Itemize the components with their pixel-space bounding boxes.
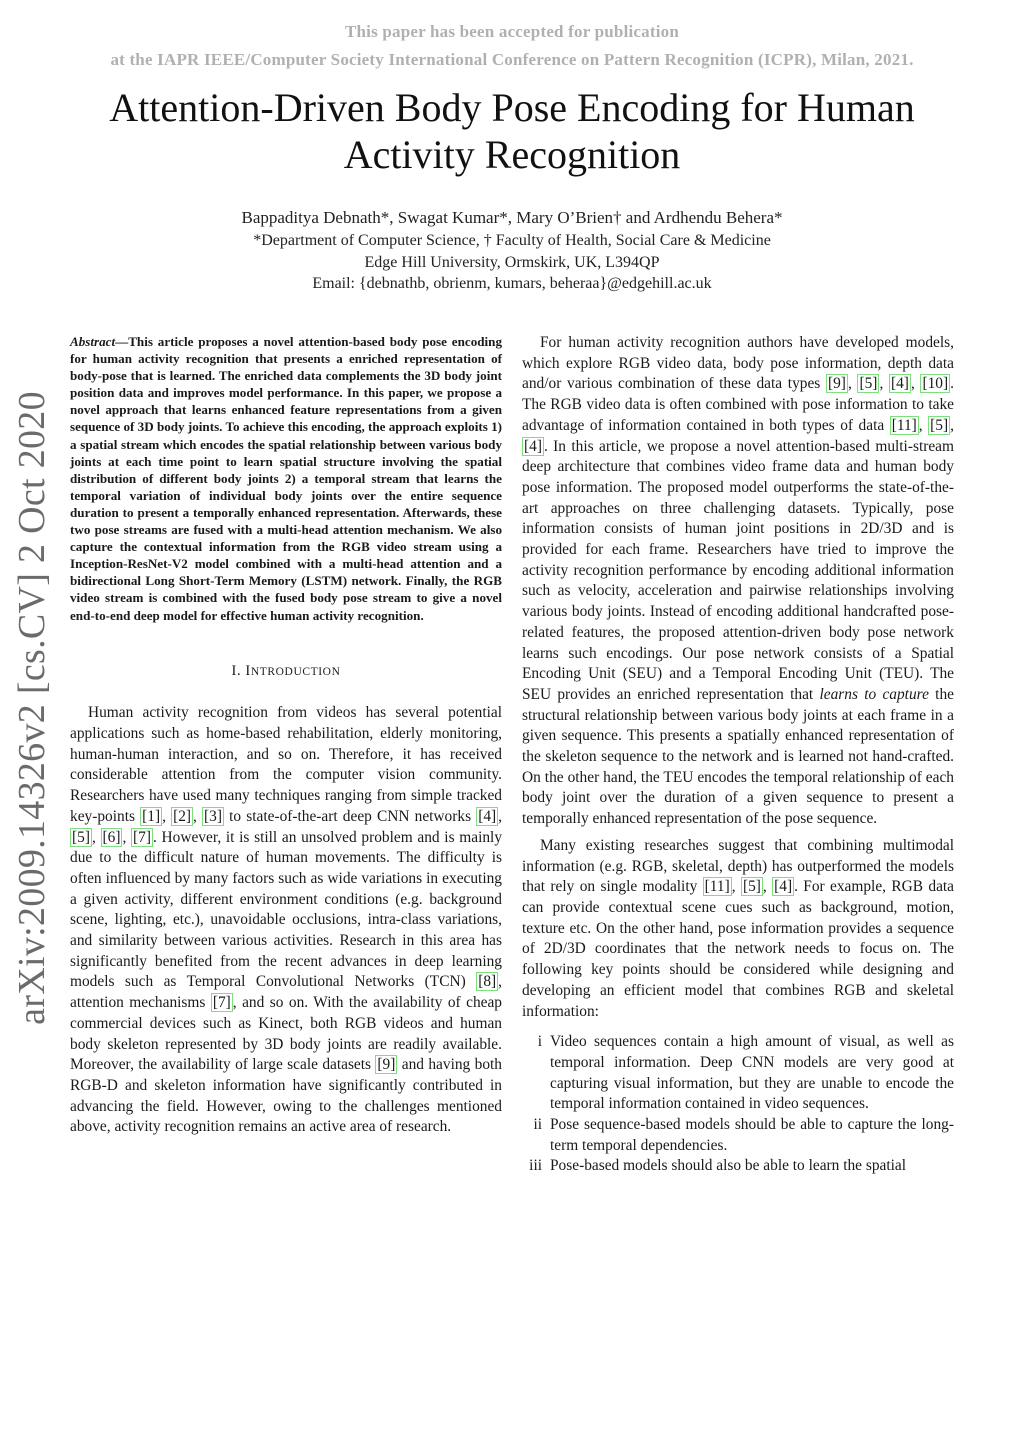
author-list: Bappaditya Debnath*, Swagat Kumar*, Mary O’Brien† and Ardhendu Behera* bbox=[241, 208, 783, 227]
address: Edge Hill University, Ormskirk, UK, L394QP bbox=[364, 254, 660, 271]
abstract-label: Abstract bbox=[70, 334, 116, 349]
intro-paragraph-1: Human activity recognition from videos has several potential applications such as home-based rehabilitation, elderly monitoring, human-human interaction, and so on. Therefore, it has received considerable attention from the computer vision community. Researchers have used many techniques ranging from simple tracked key-points [1] , [2] , [3] to state-of-the-art deep CNN networks [4] , [5] , [6] , [7] . However, it is still an unsolved problem and is mainly due to the difficult nature of human movements. The difficulty is often influenced by many factors such as wide variations in executing a given activity, different environment conditions (e.g. background scene, lighting, etc.), unavoidable occlusions, intra-class variations, and similarity between various activities. Research in this area has significantly benefited from the recent advances in deep learning models such as Temporal Convolutional Networks (TCN) [8] , attention mechanisms [7] , and so on. With the availability of cheap commercial devices such as Kinect, both RGB videos and human body skeleton represented by 3D body joints are readily available. Moreover, the availability of large scale datasets [9] and having both RGB-D and skeleton information have significantly contributed in advancing the field. However, owing to the challenges mentioned above, activity recognition remains an active area of research. bbox=[70, 704, 503, 1136]
citation-link[interactable]: [5] bbox=[930, 416, 949, 434]
citation-link[interactable]: [6] bbox=[102, 828, 121, 846]
affiliation: *Department of Computer Science, † Faculty of Health, Social Care & Medicine bbox=[253, 232, 771, 249]
abstract-text: —This article proposes a novel attention-based body pose encoding for human activity recognition that presents a enriched representation of body-pose that is learned. The enriched data complements the 3D body joint position data and improves model performance. In this paper, we propose a novel approach that learns enhanced feature representations from a given sequence of 3D body joints. To achieve this encoding, the approach exploits 1) a spatial stream which encodes the spatial relationship between various body joints at each time point to learn spatial structure involving the spatial distribution of different body joints 2) a temporal stream that learns the temporal variation of individual body joints over the entire sequence duration to present a temporally enhanced representation. Afterwards, these two pose streams are fused with a multi-head attention mechanism. We also capture the contextual information from the RGB video stream using a Inception-ResNet-V2 model combined with a multi-head attention and a bidirectional Long Short-Term Memory (LSTM) network. Finally, the RGB video stream is combined with the fused body pose stream to give a novel end-to-end deep model for effective human activity recognition. bbox=[70, 334, 502, 623]
intro-paragraph-3: Many existing researches suggest that combining multimodal information (e.g. RGB, skeletal, depth) has outperformed the models that rely on single modality [11] , [5] , [4] . For example, RGB data can provide contextual scene cues such as background, motion, texture etc. On the other hand, pose information provides a sequence of 2D/3D coordinates that the network needs to focus on. The following key points should be considered while designing and developing an efficient model that combines RGB and skeletal information: bbox=[522, 836, 955, 1020]
citation-link[interactable]: [4] bbox=[524, 437, 542, 455]
citation-link[interactable]: [2] bbox=[173, 807, 192, 825]
citation-link[interactable]: [4] bbox=[890, 375, 909, 393]
citation-link[interactable]: [9] bbox=[377, 1056, 396, 1074]
citation-link[interactable]: [8] bbox=[478, 973, 497, 991]
list-item: ii Pose sequence-based models should be able to capture the long-term temporal dependencies. bbox=[533, 1116, 954, 1154]
citation-link[interactable]: [5] bbox=[72, 828, 90, 846]
publication-notice-line-2: at the IAPR IEEE/Computer Society International Conference on Pattern Recognition (ICPR), Milan, 2021. bbox=[110, 50, 914, 69]
citation-link[interactable]: [5] bbox=[742, 878, 761, 896]
key-points-list bbox=[522, 1032, 954, 1177]
section-number: I. I bbox=[231, 662, 251, 679]
citation-link[interactable]: [11] bbox=[891, 416, 917, 434]
section-title: NTRODUCTION bbox=[250, 665, 341, 678]
citation-link[interactable]: [7] bbox=[133, 828, 151, 846]
right-column bbox=[522, 333, 954, 1177]
email-line: Email: {debnathb, obrienm, kumars, beheraa}@edgehill.ac.uk bbox=[312, 275, 712, 292]
list-item: i Video sequences contain a high amount of visual, as well as temporal information. Deep CNN models are very good at capturing visual information, but they are unable to encode the temporal information contained in video sequences. bbox=[537, 1033, 954, 1113]
citation-link[interactable]: [10] bbox=[922, 375, 949, 393]
citation-link[interactable]: [4] bbox=[774, 878, 793, 896]
section-heading-introduction bbox=[70, 661, 502, 683]
citation-link[interactable]: [11] bbox=[704, 878, 730, 896]
citation-link[interactable]: [3] bbox=[204, 807, 222, 825]
citation-link[interactable]: [5] bbox=[859, 375, 878, 393]
list-item: iii Pose-based models should also be able to learn the spatial bbox=[529, 1157, 907, 1175]
intro-paragraph-2: For human activity recognition authors have developed models, which explore RGB video data, body pose information, depth data and/or various combination of these data types [9] , [5] , [4] , [10] . The RGB video data is often combined with pose information to take advantage of information contained in both types of data [11] , [5] , [4] . In this article, we propose a novel attention-based multi-stream deep architecture that combines video frame data and human body pose information. The proposed model outperforms the state-of-the-art approaches on three challenging datasets. Typically, pose information consists of human joint positions in 2D/3D and is provided for each frame. Researchers have tried to improve the activity recognition performance by encoding additional information such as velocity, acceleration and pairwise relationships involving various body joints. Instead of encoding additional handcrafted pose-related features, the proposed attention-driven body pose network learns such encodings. Our pose network consists of a Spatial Encoding Unit (SEU) and a Temporal Encoding Unit (TEU). The SEU provides an enriched representation that learns to capture the structural relationship between various body joints at each frame in a given sequence. This presents a spatially enhanced representation of the skeleton sequence to the network and is learned not hand-crafted. On the other hand, the TEU encodes the temporal relationship of each body joint over the duration of a given sequence to present a temporally enhanced representation of the pose sequence. bbox=[522, 334, 954, 828]
citation-link[interactable]: [7] bbox=[212, 994, 231, 1012]
citation-link[interactable]: [9] bbox=[827, 375, 846, 393]
arxiv-identifier-watermark: arXiv:2009.14326v2 [cs.CV] 2 Oct 2020 bbox=[11, 391, 53, 1025]
paper-title: Attention-Driven Body Pose Encoding for Human Activity Recognition bbox=[109, 85, 915, 177]
left-column bbox=[70, 333, 502, 1138]
citation-link[interactable]: [4] bbox=[478, 807, 497, 825]
citation-link[interactable]: [1] bbox=[142, 807, 161, 825]
abstract bbox=[70, 333, 502, 624]
publication-notice-line-1: This paper has been accepted for publication bbox=[344, 22, 680, 41]
